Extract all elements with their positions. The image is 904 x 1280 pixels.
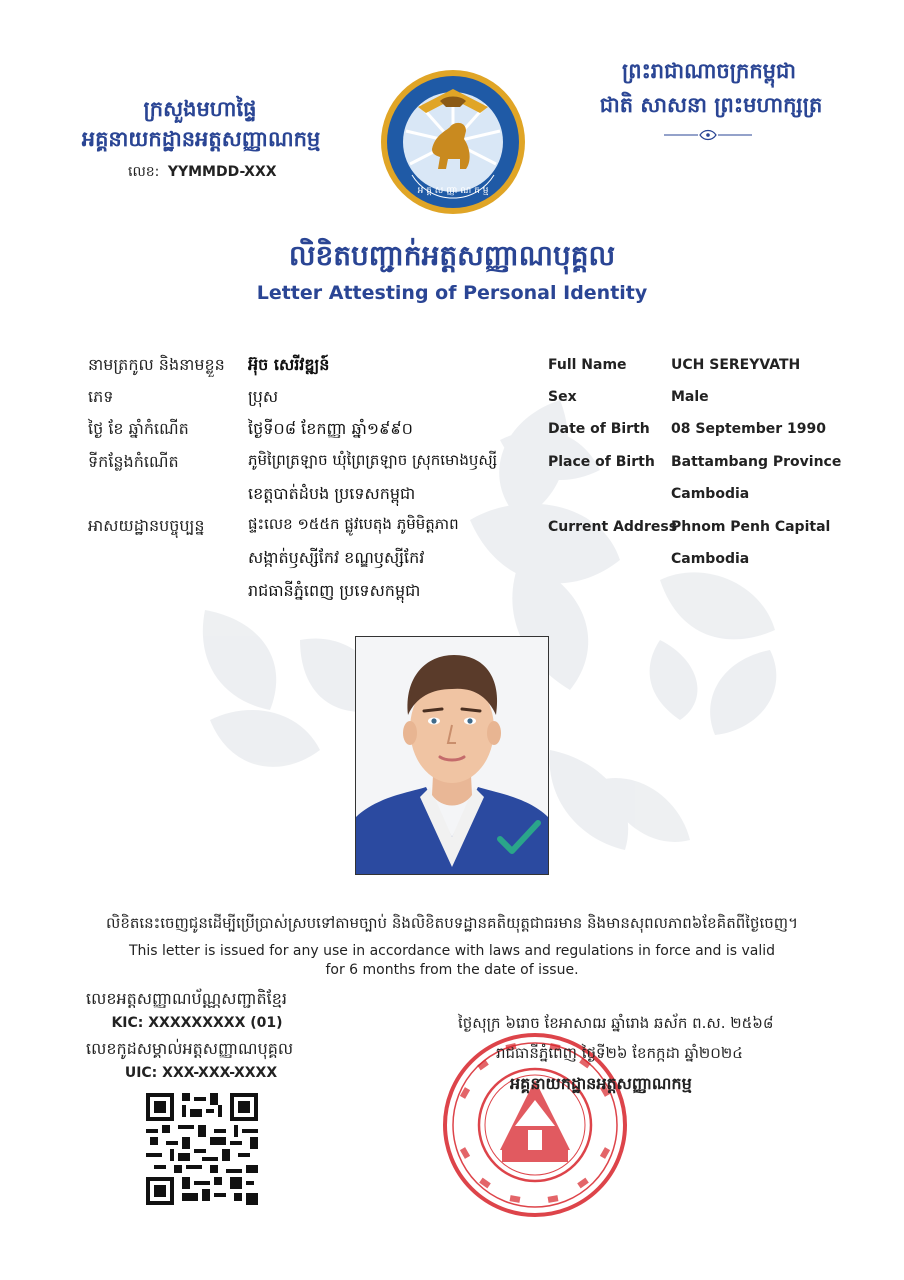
kic-value: KIC: XXXXXXXXX (01) — [111, 1015, 283, 1031]
name-value-english: UCH SEREYVATH — [671, 357, 801, 373]
pob-value-khmer-line-1: ភូមិព្រៃត្រឡាច ឃុំព្រៃត្រឡាច ស្រុកមោងឫស្សី — [248, 451, 498, 469]
reference-value: YYMMDD-XXX — [167, 164, 277, 180]
divider-ornament-icon — [664, 128, 752, 142]
emblem-caption: អ ត្ត ស ញ្ញា ណ ក ម្ម — [417, 186, 489, 196]
address-value-english-line-2: Cambodia — [671, 551, 750, 567]
ministry-line-1: ក្រសួងមហាផ្ទៃ — [143, 97, 257, 121]
kingdom-line-1: ព្រះរាជាណាចក្រកម្ពុជា — [621, 59, 796, 83]
ministry-line-2: អគ្គនាយកដ្ឋានអត្តសញ្ញាណកម្ម — [81, 127, 321, 151]
address-value-khmer-line-2: សង្កាត់ឫស្សីកែវ ខណ្ឌឫស្សីកែវ — [248, 548, 425, 567]
title-english: Letter Attesting of Personal Identity — [256, 282, 648, 304]
lunar-date: ថ្ងៃសុក្រ ៦រោច ខែអាសាឍ ឆ្នាំរោង ឆស័ក ព.ស. ២៥៦៨ — [458, 1014, 774, 1032]
statement-english-line-1: This letter is issued for any use in accordance with laws and regulations in force and is valid — [128, 943, 776, 959]
sex-value-khmer: ប្រុស — [248, 387, 279, 406]
sex-value-english: Male — [671, 389, 709, 405]
emblem-icon — [380, 69, 526, 215]
portrait-photo — [355, 636, 549, 875]
reference-label: លេខ: — [128, 164, 160, 180]
dob-value-khmer: ថ្ងៃទី០៨ ខែកញ្ញា ឆ្នាំ១៩៩០ — [248, 419, 413, 438]
pob-value-khmer-line-2: ខេត្តបាត់ដំបង ប្រទេសកម្ពុជា — [248, 484, 416, 503]
dob-label-khmer: ថ្ងៃ ខែ ឆ្នាំកំណើត — [88, 419, 189, 438]
address-label-english: Current Address — [548, 519, 678, 535]
uic-value: UIC: XXX-XXX-XXXX — [124, 1065, 278, 1081]
checkmark-icon — [496, 819, 542, 859]
name-value-khmer: អ៊ុច សេរីវឌ្ឍន៍ — [248, 355, 330, 374]
dob-label-english: Date of Birth — [548, 421, 650, 437]
uic-label: លេខកូដសម្គាល់អត្តសញ្ញាណបុគ្គល — [86, 1039, 294, 1058]
pob-value-english-line-1: Battambang Province — [671, 454, 842, 470]
address-value-khmer-line-1: ផ្ទះលេខ ១៥៥ក ផ្លូវបេតុង ភូមិមិត្តភាព — [248, 515, 459, 533]
address-value-english-line-1: Phnom Penh Capital — [671, 519, 831, 535]
dob-value-english: 08 September 1990 — [671, 421, 826, 437]
sex-label-khmer: ភេទ — [88, 387, 114, 406]
title-khmer: លិខិតបញ្ជាក់អត្តសញ្ញាណបុគ្គល — [288, 239, 616, 272]
pob-label-english: Place of Birth — [548, 454, 655, 470]
pob-label-khmer: ទីកន្លែងកំណើត — [88, 452, 179, 471]
signatory: អគ្គនាយកដ្ឋានអត្តសញ្ញាណកម្ម — [510, 1074, 692, 1093]
name-label-khmer: នាមត្រកូល និងនាមខ្លួន — [88, 355, 225, 374]
kingdom-line-2: ជាតិ សាសនា ព្រះមហាក្សត្រ — [599, 93, 823, 117]
issue-place-date: រាជធានីភ្នំពេញ ថ្ងៃទី២៦ ខែកក្កដា ឆ្នាំ២០២៤ — [496, 1044, 743, 1062]
name-label-english: Full Name — [548, 357, 627, 373]
statement-khmer: លិខិតនេះចេញជូនដើម្បីប្រើប្រាស់ស្របទៅតាមច្បាប់ និងលិខិតបទដ្ឋានគតិយុត្តជាធរមាន និងមានសុពលភាព៦ខែគិតពីថ្ងៃចេញ។ — [106, 914, 798, 932]
pob-value-english-line-2: Cambodia — [671, 486, 750, 502]
address-value-khmer-line-3: រាជធានីភ្នំពេញ ប្រទេសកម្ពុជា — [248, 581, 421, 600]
kic-label: លេខអត្តសញ្ញាណប័ណ្ណសញ្ជាតិខ្មែរ — [86, 989, 287, 1008]
sex-label-english: Sex — [548, 389, 577, 405]
address-label-khmer: អាសយដ្ឋានបច្ចុប្បន្ន — [88, 516, 205, 535]
reference-number — [128, 162, 277, 183]
statement-english-line-2: for 6 months from the date of issue. — [325, 962, 579, 978]
qr-code-icon[interactable] — [146, 1093, 258, 1205]
